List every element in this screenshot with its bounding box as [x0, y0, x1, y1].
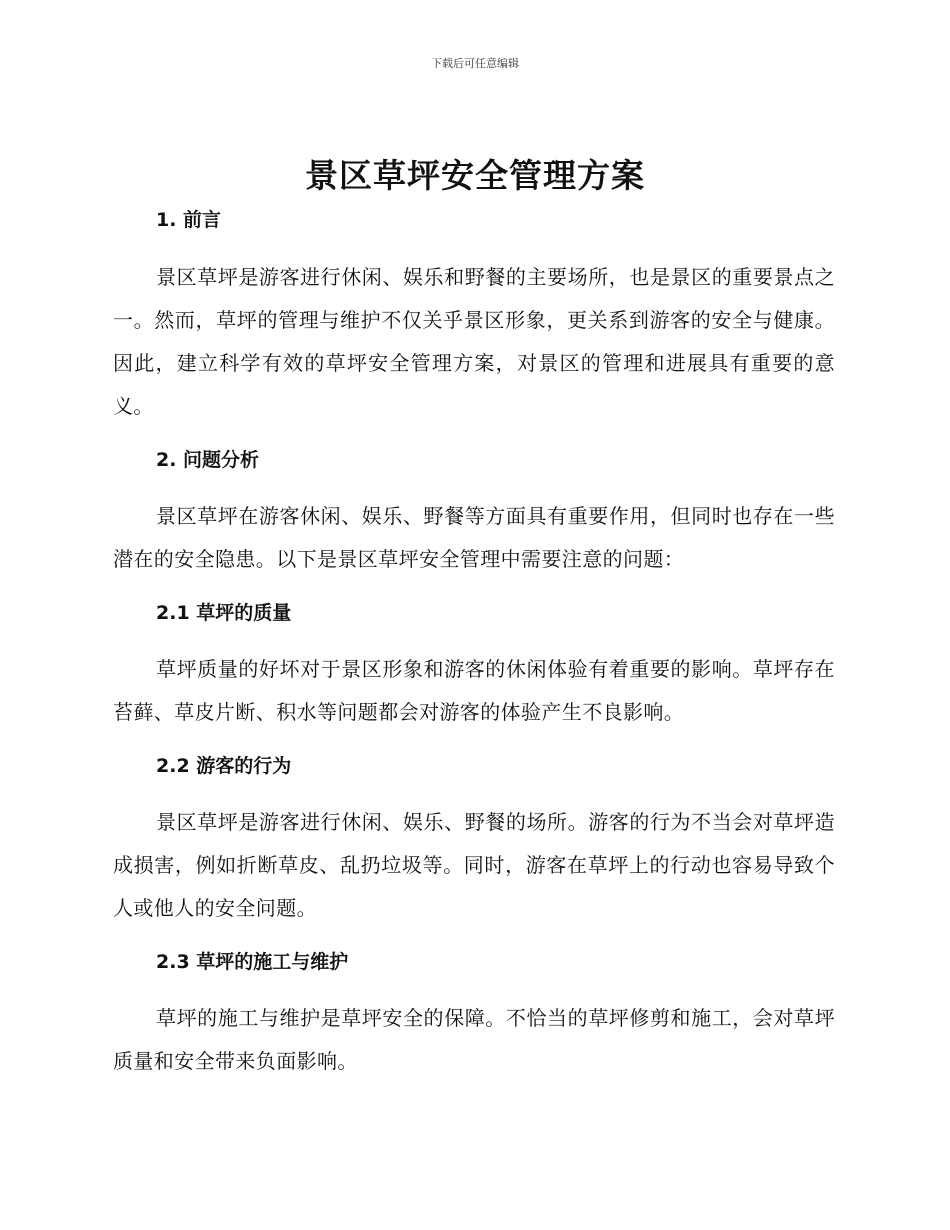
- document-title: 景区草坪安全管理方案: [305, 156, 645, 195]
- section-heading-lawn-quality: 2.1 草坪的质量: [156, 602, 292, 624]
- document-body: [113, 202, 835, 1083]
- section-paragraph-problem-analysis: 景区草坪在游客休闲、娱乐、野餐等方面具有重要作用，但同时也存在一些潜在的安全隐患。以下是景区草坪安全管理中需要注意的问题：: [113, 504, 835, 571]
- section-paragraph-construction-maintenance: 草坪的施工与维护是草坪安全的保障。不恰当的草坪修剪和施工，会对草坪质量和安全带来负面影响。: [113, 1006, 835, 1073]
- section-paragraph-lawn-quality: 草坪质量的好坏对于景区形象和游客的休闲体验有着重要的影响。草坪存在苔藓、草皮片断、积水等问题都会对游客的体验产生不良影响。: [113, 657, 835, 724]
- section-heading-intro: 1. 前言: [156, 209, 222, 231]
- section-heading-visitor-behavior: 2.2 游客的行为: [156, 755, 292, 777]
- section-paragraph-visitor-behavior: 景区草坪是游客进行休闲、娱乐、野餐的场所。游客的行为不当会对草坪造成损害，例如折断草皮、乱扔垃圾等。同时，游客在草坪上的行动也容易导致个人或他人的安全问题。: [113, 810, 835, 920]
- header-note: 下载后可任意编辑: [431, 57, 519, 70]
- section-heading-problem-analysis: 2. 问题分析: [156, 449, 260, 471]
- section-paragraph-intro: 景区草坪是游客进行休闲、娱乐和野餐的主要场所，也是景区的重要景点之一。然而，草坪的管理与维护不仅关乎景区形象，更关系到游客的安全与健康。因此，建立科学有效的草坪安全管理方案，对景区的管理和进展具有重要的意义。: [113, 265, 835, 418]
- section-heading-construction-maintenance: 2.3 草坪的施工与维护: [156, 951, 349, 973]
